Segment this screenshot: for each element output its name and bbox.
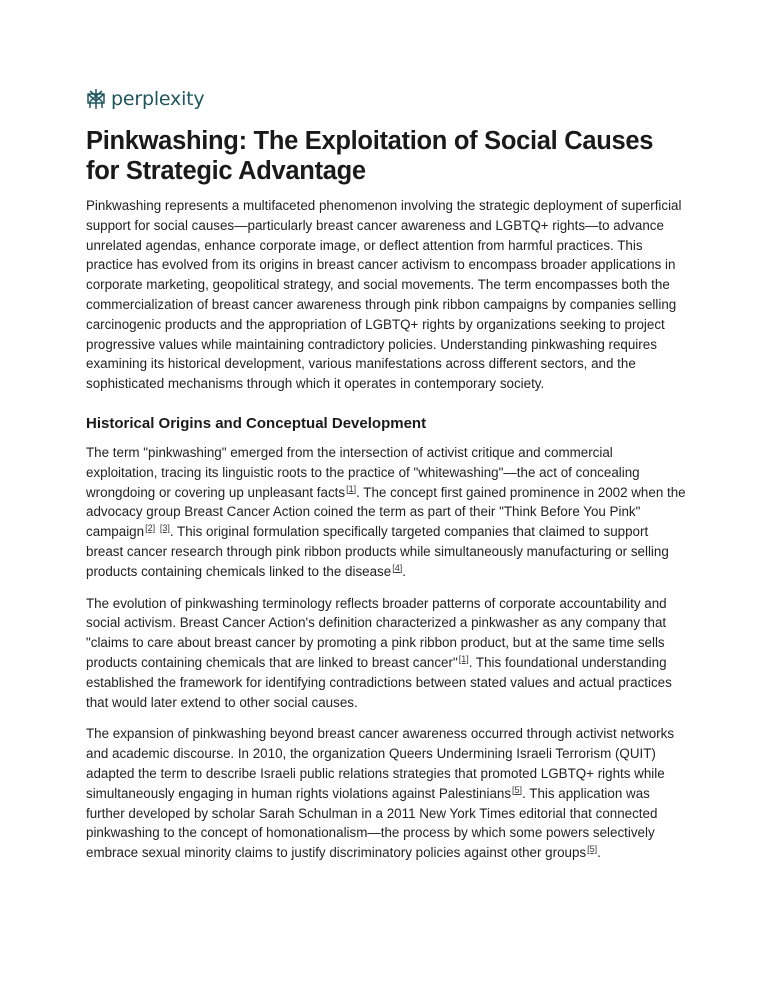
paragraph-text: The expansion of pinkwashing beyond breast cancer awareness occurred through activist networks and academic discourse. In 2010, the organization Queers Undermining Israeli Terrorism (QUIT) adapted the term to describe Israeli public relations strategies that promoted LGBTQ+ rights while simultaneously engaging in human rights violations against Palestinians — [86, 726, 675, 801]
citation-link[interactable]: [5] — [587, 844, 598, 855]
section-heading: Historical Origins and Conceptual Development — [86, 414, 427, 432]
perplexity-logo — [86, 86, 686, 112]
paragraph-text: . This original formulation specifically targeted companies that claimed to support breast cancer research through pink ribbon products while simultaneously manufacturing or selling products containing chemicals linked to the disease — [86, 524, 669, 579]
brand-name: perplexity — [111, 88, 205, 110]
citation-link[interactable]: [5] — [512, 784, 523, 795]
citation-link[interactable]: [2] — [145, 523, 156, 534]
paragraph-expansion — [86, 724, 686, 863]
paragraph-text: . The concept first gained prominence in 2002 when the advocacy group Breast Cancer Action coined the term as part of their "Think Before You Pink" campaign — [86, 484, 686, 540]
paragraph-text: . This application was further developed by scholar Sarah Schulman in a 2011 New York Times editorial that connected pinkwashing to the concept of homonationalism—the process by which some powers selectively embrace sexual minority claims to justify discriminatory policies against other groups — [86, 785, 658, 861]
citation-link[interactable]: [1] — [458, 653, 469, 664]
paragraph-text: The evolution of pinkwashing terminology reflects broader patterns of corporate accountability and social activism. Breast Cancer Action's definition characterized a pinkwasher as any company that "claims to care about breast cancer by promoting a pink ribbon product, but at the same time sells products containing chemicals that are linked to breast cancer" — [86, 595, 667, 670]
paragraph-text: . This foundational understanding established the framework for identifying contradictions between stated values and actual practices that would later extend to other social causes. — [86, 654, 672, 710]
paragraph-text: . — [597, 845, 601, 861]
citation-link[interactable]: [1] — [346, 483, 357, 494]
paragraph-evolution — [86, 594, 686, 713]
document-title: Pinkwashing: The Exploitation of Social Causes for Strategic Advantage — [86, 127, 654, 185]
perplexity-logo-icon — [86, 88, 106, 110]
citation-link[interactable]: [3] — [159, 523, 170, 534]
paragraph-text: The term "pinkwashing" emerged from the intersection of activist critique and commercial exploitation, tracing its linguistic roots to the practice of "whitewashing"—the act of concealing wrongdoing or covering up unpleasant facts — [86, 444, 640, 500]
citation-link[interactable]: [4] — [392, 562, 403, 573]
intro-paragraph: Pinkwashing represents a multifaceted phenomenon involving the strategic deployment of superficial support for social causes—particularly breast cancer awareness and LGBTQ+ rights—to advance unrelated agendas, enhance corporate image, or deflect attention from harmful practices. This practice has evolved from its origins in breast cancer activism to encompass broader applications in corporate marketing, geopolitical strategy, and social movements. The term encompasses both the commercialization of breast cancer awareness through pink ribbon campaigns by companies selling carcinogenic products and the appropriation of LGBTQ+ rights by organizations seeking to project progressive values while maintaining contradictory policies. Understanding pinkwashing requires examining its historical development, various manifestations across different sectors, and the sophisticated mechanisms through which it operates in contemporary society. — [86, 198, 682, 392]
paragraph-origins — [86, 443, 686, 582]
paragraph-text: . — [402, 563, 406, 579]
document-page — [86, 86, 686, 863]
